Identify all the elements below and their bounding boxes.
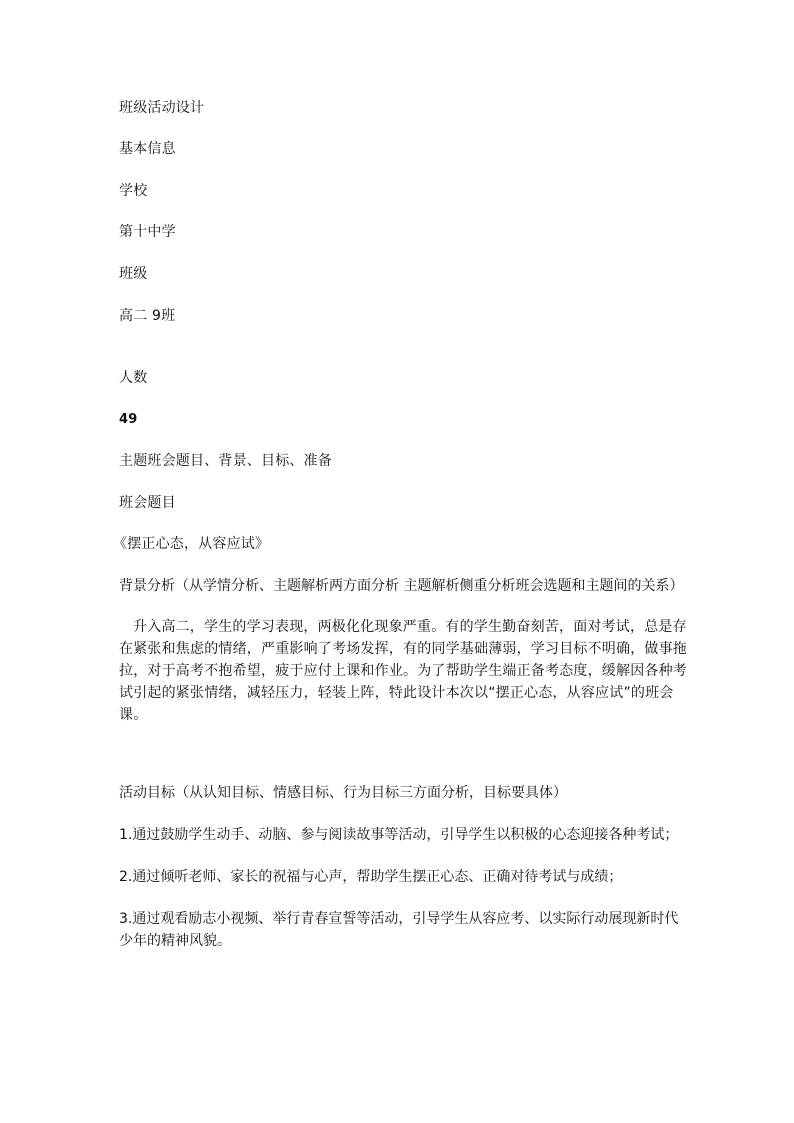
topic-label: 班会题目	[119, 495, 176, 511]
background-line: 试引起的紧张情绪，减轻压力，轻装上阵，特此设计本次以“摆正心态，从容应试”的班会	[119, 685, 674, 701]
goal-2: 2.通过倾听老师、家长的祝福与心声，帮助学生摆正心态、正确对待考试与成绩；	[119, 869, 623, 885]
count-value: 49	[119, 412, 138, 427]
school-value: 第十中学	[119, 224, 176, 240]
basic-info-heading: 基本信息	[119, 141, 176, 157]
goal-3	[119, 908, 679, 952]
goals-heading: 活动目标（从认知目标、情感目标、行为目标三方面分析，目标要具体）	[119, 785, 567, 801]
document-title: 班级活动设计	[119, 100, 205, 116]
background-paragraph	[119, 616, 687, 726]
goal-1: 1.通过鼓励学生动手、动脑、参与阅读故事等活动，引导学生以积极的心态迎接各种考试；	[119, 827, 679, 843]
class-label: 班级	[119, 266, 148, 282]
background-heading: 背景分析（从学情分析、主题解析两方面分析 主题解析侧重分析班会选题和主题间的关系）	[119, 578, 684, 594]
goal-3-line: 少年的精神风貌。	[119, 933, 231, 949]
school-label: 学校	[119, 183, 148, 199]
background-line: 升入高二，学生的学习表现，两极化化现象严重。有的学生勤奋刻苦，面对考试，总是存	[133, 619, 687, 635]
section-heading: 主题班会题目、背景、目标、准备	[119, 453, 332, 469]
count-label: 人数	[119, 370, 148, 386]
background-line: 拉，对于高考不抱希望，疲于应付上课和作业。为了帮助学生端正备考态度，缓解因各种考	[119, 663, 687, 679]
background-line: 课。	[119, 707, 148, 723]
class-value: 高二 9班	[119, 308, 176, 324]
topic-value: 《摆正心态，从容应试》	[113, 536, 270, 552]
goal-3-line: 3.通过观看励志小视频、举行青春宣誓等活动，引导学生从容应考、以实际行动展现新时代	[119, 911, 679, 927]
background-line: 在紧张和焦虑的情绪，严重影响了考场发挥，有的同学基础薄弱，学习目标不明确，做事拖	[119, 641, 687, 657]
